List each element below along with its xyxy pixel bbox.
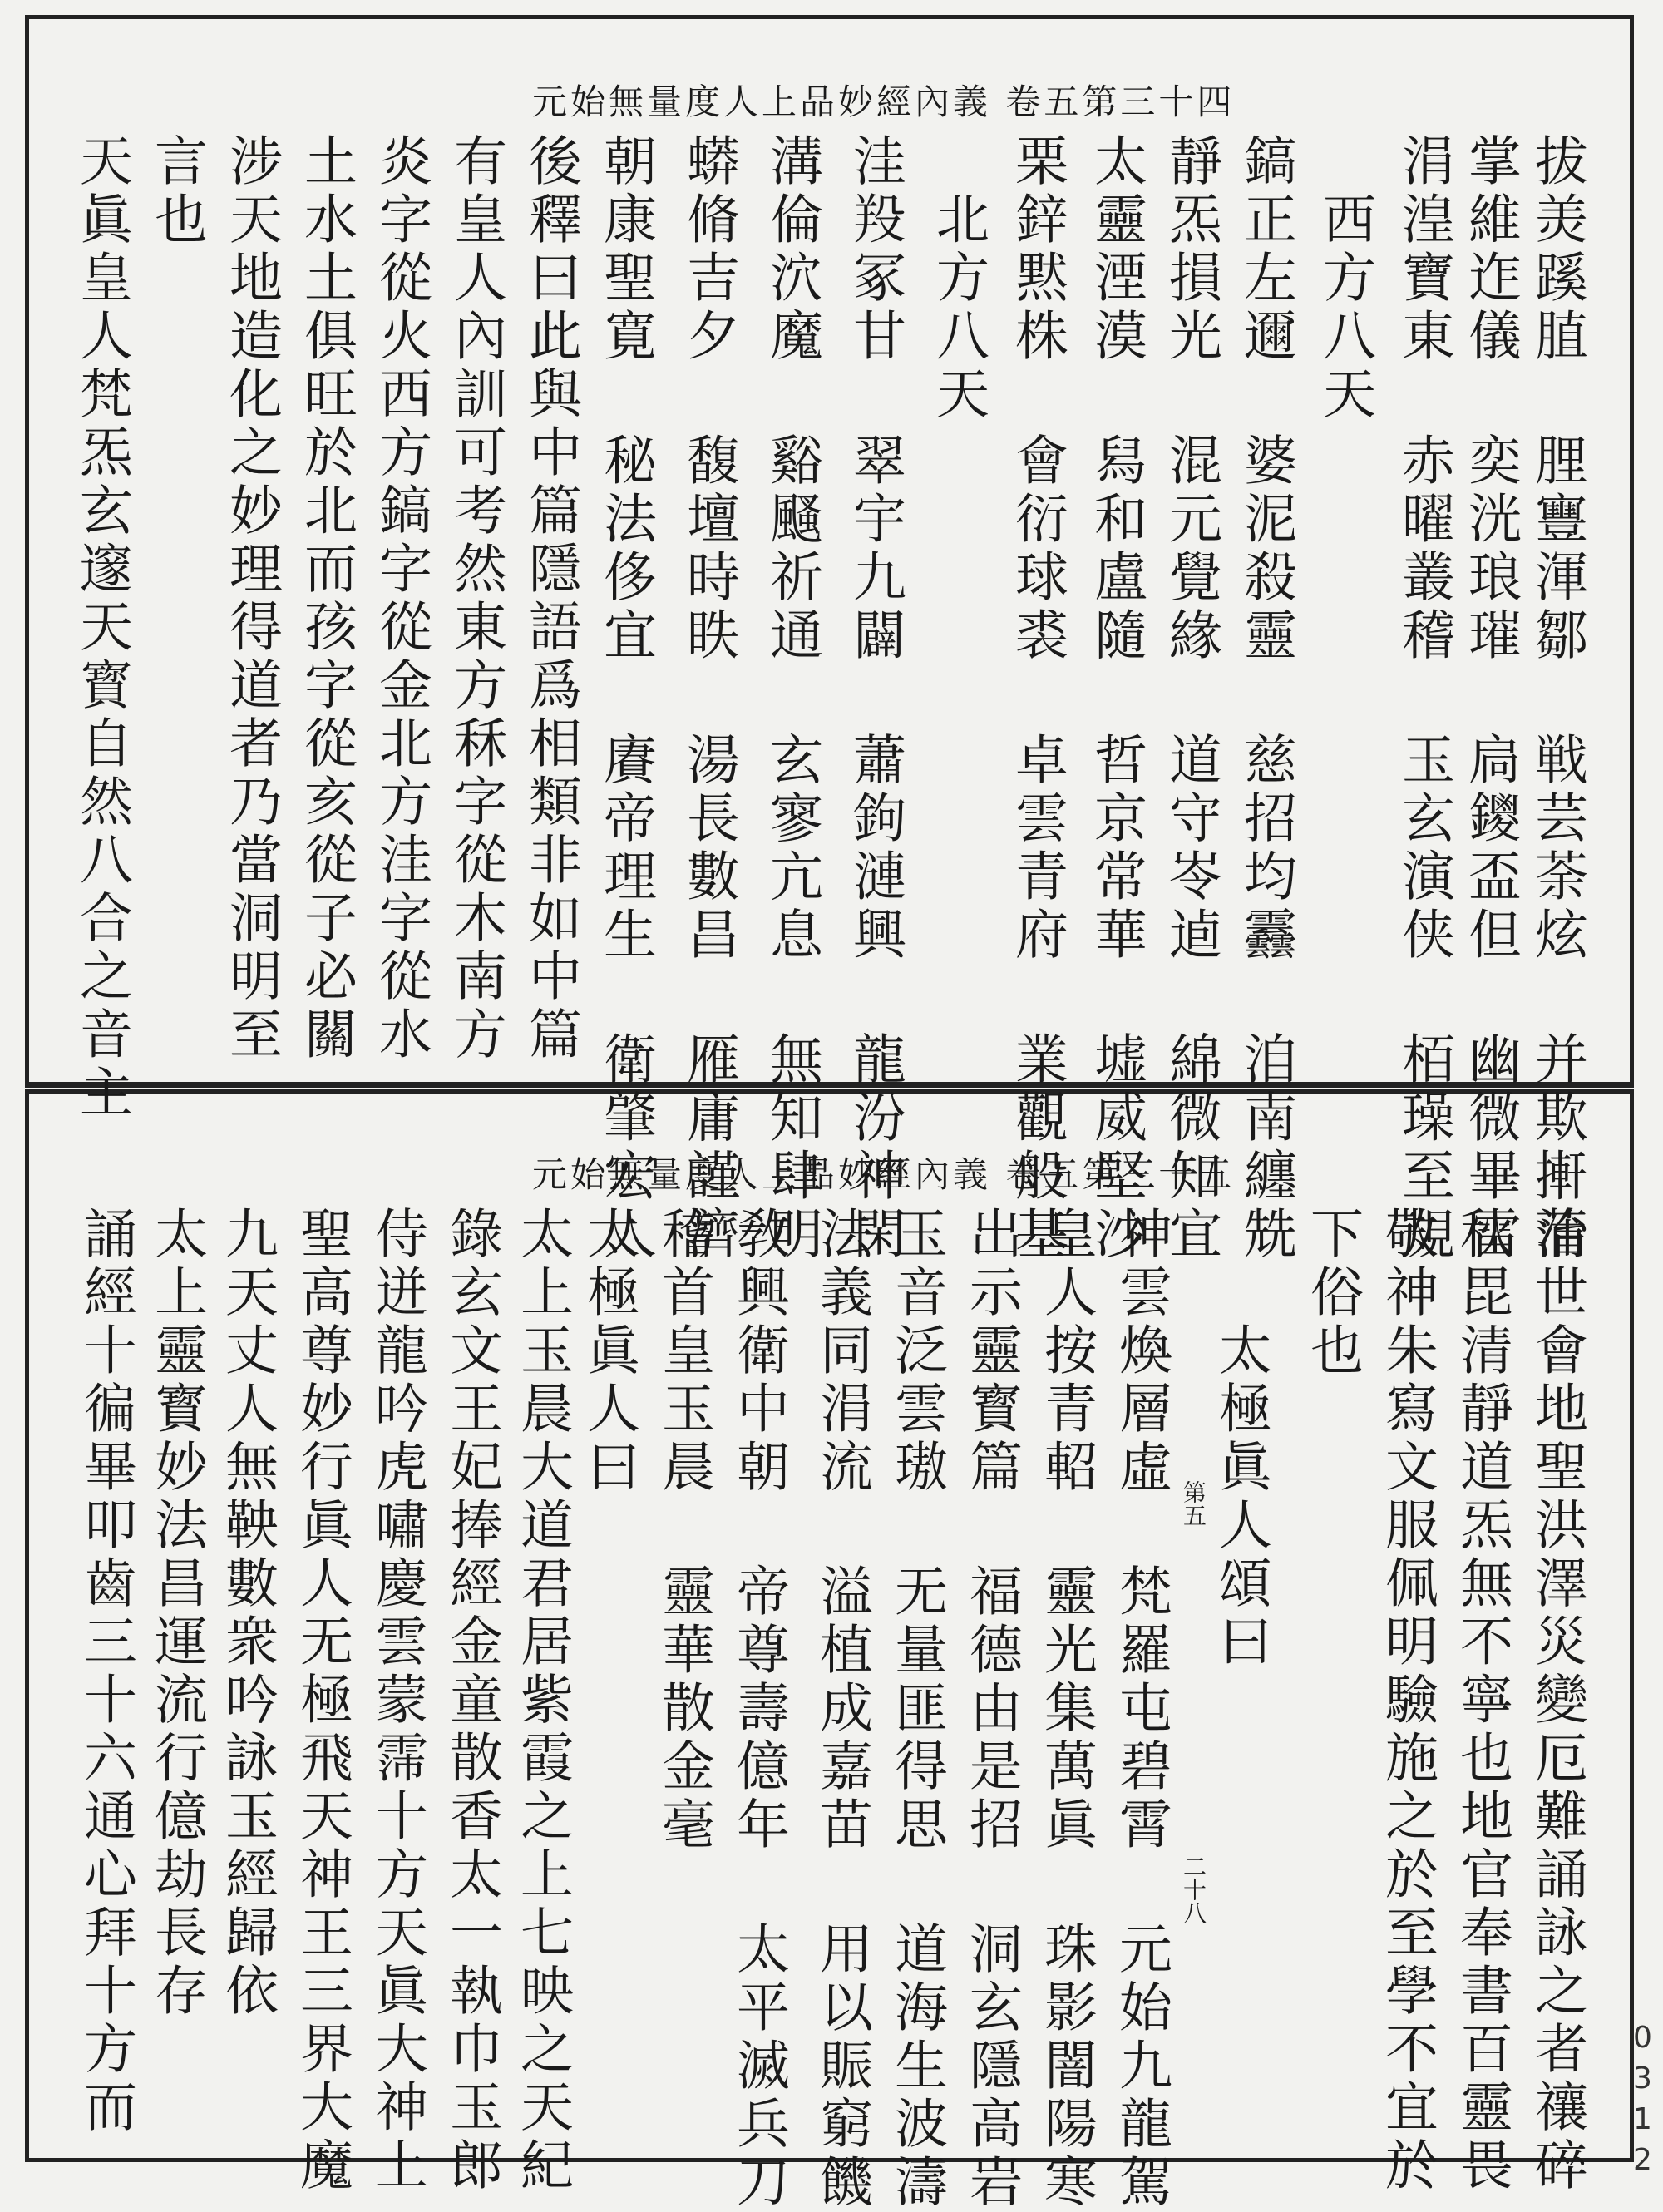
top-column-13: 朝康聖寛 秘法侈宜 賡帝理生 衛肇宏人 [595, 133, 656, 1264]
top-column-1: 拔羙蹊䐈 䤚寷渾鄒 戦芸荼炫 并欺搟蒲 [1526, 133, 1587, 1264]
top-column-10: 洼羖冢甘 翠宇九闢 蕭鉤漣興 龍汾神閑 [844, 133, 906, 1264]
bottom-column-2: 秋毘清靜道炁無不寧也地官奉書百靈畏 [1451, 1206, 1512, 2195]
top-column-4: 西方八天 [1314, 133, 1375, 424]
top-column-11: 溝倫泬魔 谿颾祈通 玄寥亢息 無知肆明 [761, 133, 822, 1264]
marginal-note-small: 第五 [1180, 1480, 1207, 1527]
top-column-9: 北方八天 [927, 133, 989, 424]
bottom-column-18: 九天丈人無鞅數衆吟詠玉經歸依 [216, 1206, 278, 2021]
bottom-column-1: 治世會地聖洪澤災變厄難誦詠之者禳碎 [1526, 1206, 1587, 2195]
top-column-12: 蟒脩吉夕 馥壇時眣 湯長數昌 雁庸謹濟 [678, 133, 739, 1264]
top-column-8: 栗鋅黙株 會衍球裘 卓雲青府 業觀般基 [1006, 133, 1068, 1264]
top-column-7: 太靈湮漠 舄和盧隨 哲京常華 墟威堅沙 [1085, 133, 1147, 1264]
bottom-column-13: 太極眞人曰 [578, 1206, 639, 1497]
bottom-column-9: 玉音泛雲璈 无量匪得思 道海生波濤 [886, 1206, 947, 2212]
bottom-column-3: 敬神朱寫文服佩明驗施之於至學不宜於 [1376, 1206, 1438, 2195]
top-column-19: 言也 [146, 133, 207, 249]
top-column-20: 天眞皇人梵炁玄邃天寳自然八合之音主 [71, 133, 132, 1123]
bottom-column-17: 聖高尊妙行眞人无極飛天神王三界大魔 [291, 1206, 353, 2195]
bottom-column-7: 皇人按青軺 靈光集萬眞 珠影闇陽寒 [1035, 1206, 1097, 2212]
top-column-15: 有皇人內訓可考然東方秝字從木南方 [445, 133, 506, 1064]
top-column-17: 土水土俱旺於北而孩字從亥從子必關 [295, 133, 357, 1064]
bottom-column-20: 誦經十徧畢叩齒三十六通心拜十方而 [75, 1206, 136, 2137]
bottom-column-16: 侍迸龍吟虎嘯慶雲蒙霈十方天眞大神上 [366, 1206, 427, 2195]
top-column-16: 炎字從火西方鎬字從金北方洼字從水 [370, 133, 432, 1064]
bottom-column-10: 法義同涓流 溢植成嘉苗 用以賑窮饑 [811, 1206, 872, 2212]
bottom-column-15: 錄玄文王妃捧經金童散香太一執巾玉郎 [441, 1206, 502, 2195]
top-column-5: 鎬正左邇 婆泥殺靈 慈招均䨺 洎南纏兟 [1235, 133, 1296, 1264]
top-column-2: 掌維迮儀 奕洸琅璀 扃鑁盃但 幽微畢雷 [1459, 133, 1521, 1264]
bottom-column-19: 太上靈寳妙法昌運流行億劫長存 [146, 1206, 207, 2021]
top-column-18: 涉天地造化之妙理得道者乃當洞明至 [220, 133, 282, 1064]
bottom-column-12: 稽首皇玉晨 靈華散金毫 [653, 1206, 714, 1854]
page-number: 0312 [1626, 2021, 1660, 2184]
bottom-column-4: 下俗也 [1301, 1206, 1363, 1380]
bottom-column-8: 出示靈寳篇 福德由是招 洞玄隱高岩 [960, 1206, 1022, 2212]
bottom-column-14: 太上玉晨大道君居紫霞之上七映之天紀 [511, 1206, 573, 2195]
bottom-column-11: 敎興衛中朝 帝尊壽億年 太平滅兵刀 [728, 1206, 789, 2212]
bottom-page-header: 元始無量度人上品妙經內義 卷五第三十五 [532, 1154, 1236, 1195]
bottom-column-6: 神雲煥層虛 梵羅屯碧霄 元始九龍駕 [1110, 1206, 1172, 2212]
bottom-column-5: 太極眞人頌曰 [1210, 1206, 1271, 1671]
marginal-page-note: 二十八 [1180, 1854, 1207, 1924]
top-page-header: 元始無量度人上品妙經內義 卷五第三十四 [532, 81, 1236, 122]
top-column-14: 後釋曰此與中篇隱語爲相類非如中篇 [520, 133, 581, 1064]
top-column-3: 涓湟寶東 赤曜叢稽 玉玄演侠 栢璪至規 [1393, 133, 1454, 1264]
top-column-6: 靜炁損光 混元覺緣 道守岺逌 綿微知宜 [1160, 133, 1221, 1264]
